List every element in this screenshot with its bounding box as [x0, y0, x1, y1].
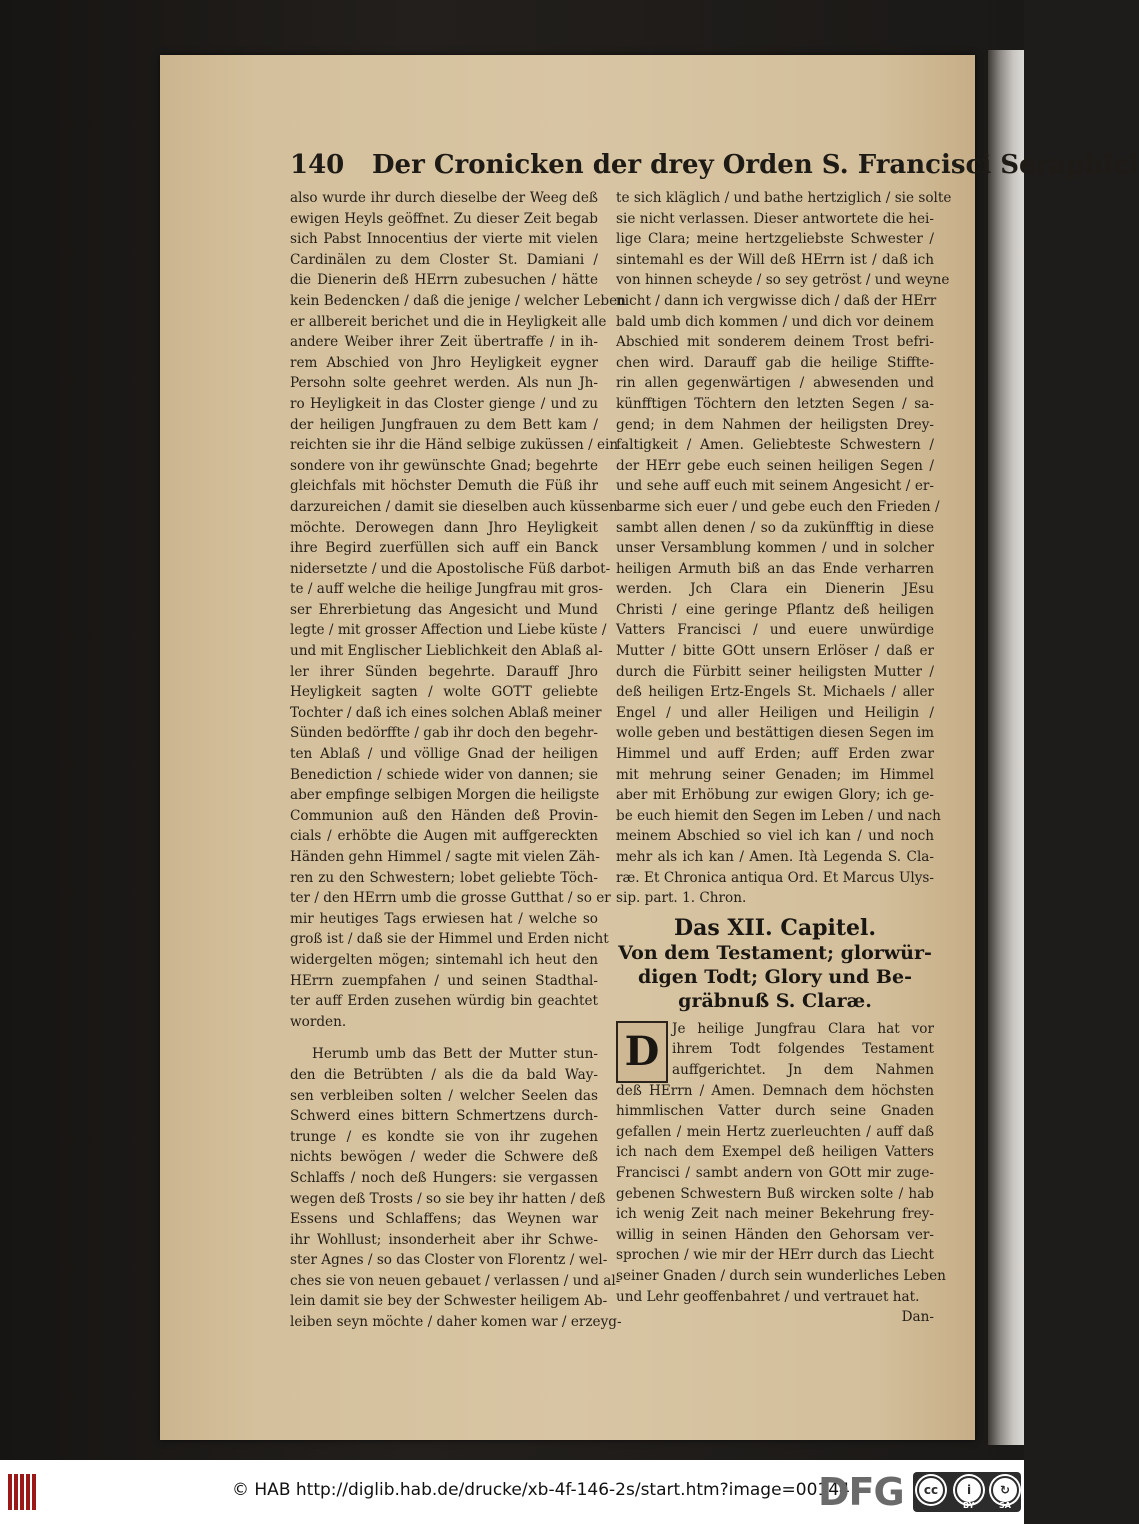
text-line: mit mehrung seiner Genaden; im Himmel — [616, 766, 934, 783]
text-line: sondere von ihr gewünschte Gnad; begehrte — [290, 457, 598, 474]
chapter-opening — [616, 1019, 934, 1081]
page-number: 140 — [290, 150, 345, 180]
text-line: rem Abschied von Jhro Heyligkeit eygner — [290, 354, 598, 371]
text-line: Tochter / daß ich eines solchen Ablaß meiner — [290, 704, 602, 721]
text-line: sintemahl es der Will deß HErrn ist / daß ich — [616, 251, 934, 268]
text-line: HErrn zuempfahen / und seinen Stadthal- — [290, 972, 598, 989]
scan-ruler-edge — [988, 50, 1024, 1445]
text-line: wolle geben und bestättigen diesen Segen im — [616, 725, 934, 742]
text-line: sambt allen denen / so da zukünfftig in diese — [616, 519, 934, 536]
text-line: Engel / und aller Heiligen und Heiligin / — [616, 704, 934, 721]
text-line: ren zu den Schwestern; lobet geliebte Töch- — [290, 869, 598, 886]
text-line: be euch hiemit den Segen im Leben / und nach — [616, 807, 941, 824]
text-line: Cardinälen zu dem Closter St. Damiani / — [290, 251, 598, 268]
text-line: deß HErrn / Amen. Demnach dem höchsten — [616, 1082, 934, 1099]
text-line: ches sie von neuen gebauet / verlassen / und al- — [290, 1272, 621, 1289]
text-line: Abschied mit sonderem deinem Trost befri- — [616, 334, 934, 351]
text-line: ter auff Erden zusehen würdig bin geachtet — [290, 993, 598, 1010]
text-line: ten Ablaß / und völlige Gnad der heiligen — [290, 746, 598, 763]
text-line: seiner Gnaden / durch sein wunderliches Leben — [616, 1267, 946, 1284]
cc-by-label: BY — [963, 1501, 975, 1510]
text-line: den die Betrübten / als die da bald Way- — [290, 1066, 598, 1083]
text-line: sie nicht verlassen. Dieser antwortete die hei- — [616, 210, 934, 227]
text-line: künfftigen Töchtern den letzten Segen / sa- — [616, 395, 934, 412]
text-line: und Lehr geoffenbahret / und vertrauet hat. — [616, 1288, 920, 1305]
text-line: Schwerd eines bittern Schmertzens durch- — [290, 1108, 598, 1125]
text-line: sprochen / wie mir der HErr durch das Liecht — [616, 1247, 934, 1264]
text-line: cials / erhöbte die Augen mit auffgereckten — [290, 828, 598, 845]
text-line: also wurde ihr durch dieselbe der Weeg deß — [290, 190, 598, 206]
text-line: die Dienerin deß HErrn zubesuchen / hätte — [290, 272, 598, 289]
right-text-column — [616, 188, 952, 1328]
text-line: Francisci / sambt andern von GOtt mir zuge- — [616, 1164, 934, 1181]
text-line: ler ihrer Sünden begehrte. Darauff Jhro — [290, 663, 598, 680]
text-line: bald umb dich kommen / und dich vor deinem — [616, 313, 934, 330]
text-line: Händen gehn Himmel / sagte mit vielen Zäh- — [290, 849, 600, 865]
running-header — [290, 150, 1139, 190]
text-line: gefallen / mein Hertz zuerleuchten / auff daß — [616, 1123, 934, 1140]
text-line: widergelten mögen; sintemahl ich heut den — [290, 951, 598, 968]
catchword: Dan- — [901, 1309, 934, 1326]
decorated-initial: D — [616, 1021, 668, 1083]
text-line: ihrem Todt folgendes Testament — [672, 1041, 934, 1058]
text-line: Himmel und auff Erden; auff Erden zwar — [616, 746, 934, 763]
text-line: gend; in dem Nahmen der heiligsten Drey- — [616, 416, 934, 433]
text-line: sich Pabst Innocentius der vierte mit vielen — [290, 231, 598, 248]
chapter-heading: Das XII. Capitel. — [673, 914, 877, 941]
by-attribution-icon: i — [955, 1476, 983, 1504]
running-title: Der Cronicken der drey Orden S. Francisci Seraphici — [372, 150, 1139, 180]
text-line: trunge / es kondte sie von ihr zugehen — [290, 1128, 598, 1145]
cc-sa-label: SA — [999, 1501, 1011, 1510]
text-line: ich nach dem Exempel deß heiligen Vatters — [616, 1144, 934, 1161]
left-text-column — [290, 188, 626, 1333]
text-line: ro Heyligkeit in das Closter gienge / und zu — [290, 395, 598, 412]
text-line: himmlischen Vatter durch seine Gnaden — [616, 1103, 934, 1120]
text-line: willig in seinen Händen den Gehorsam ver- — [616, 1226, 934, 1243]
text-line: lein damit sie bey der Schwester heiligem Ab- — [290, 1293, 608, 1310]
text-line: sip. part. 1. Chron. — [616, 890, 747, 907]
text-line: wegen deß Trosts / so sie bey ihr hatten / deß — [290, 1190, 606, 1207]
text-line: mehr als ich kan / Amen. Ità Legenda S. Cla- — [616, 849, 934, 865]
text-line: meinem Abschied so viel ich kan / und noch — [616, 828, 934, 845]
sa-sharealike-icon: ↻ — [991, 1476, 1019, 1504]
text-line: der HErr gebe euch seinen heiligen Segen / — [616, 457, 934, 474]
text-line: reichten sie ihr die Händ selbige zuküssen / ein — [290, 437, 619, 454]
text-line: Communion auß den Händen deß Provin- — [290, 807, 598, 824]
text-line: ihr Wohllust; insonderheit aber ihr Schwe- — [290, 1231, 598, 1248]
text-line: Sünden bedörffte / gab ihr doch den begehr- — [290, 725, 598, 742]
text-line: gebenen Schwestern Buß wircken solte / hab — [616, 1185, 934, 1202]
text-line: leiben seyn möchte / daher komen war / erzeyg- — [290, 1314, 622, 1331]
text-line: Vatters Francisci / und euere unwürdige — [616, 622, 934, 639]
text-line: ter / den HErrn umb die grosse Gutthat / so er — [290, 890, 611, 907]
text-line: legte / mit grosser Affection und Liebe küste / — [290, 622, 607, 639]
text-line: andere Weiber ihrer Zeit übertraffe / in ih- — [290, 334, 598, 351]
dfg-logo: DFG — [818, 1470, 904, 1514]
text-line: Persohn solte geehret werden. Als nun Jh- — [290, 375, 598, 392]
text-line: lige Clara; meine hertzgeliebste Schwester / — [616, 231, 934, 248]
text-line: worden. — [290, 1013, 347, 1030]
text-line: te / auff welche die heilige Jungfrau mit gros- — [290, 581, 604, 598]
text-line: möchte. Derowegen dann Jhro Heyligkeit — [290, 519, 598, 536]
text-line: auffgerichtet. Jn dem Nahmen — [672, 1061, 934, 1078]
cc-license-badge[interactable] — [913, 1472, 1021, 1512]
hab-logo-icon — [8, 1474, 38, 1510]
text-line: aber empfinge selbigen Morgen die heiligste — [290, 787, 600, 804]
chapter-title-line: Von dem Testament; glorwür- — [618, 941, 932, 964]
text-line: Schlaffs / noch deß Hungers: sie vergassen — [290, 1169, 598, 1186]
text-line: ster Agnes / so das Closter von Florentz / wel- — [290, 1252, 608, 1269]
text-line: rin allen gegenwärtigen / abwesenden und — [616, 375, 934, 392]
text-line: nicht / dann ich vergwisse dich / daß der HErr — [616, 292, 937, 309]
text-line: werden. Jch Clara ein Dienerin JEsu — [616, 581, 934, 598]
text-line: Essens und Schlaffens; das Weynen war — [290, 1211, 598, 1228]
text-line: Christi / eine geringe Pflantz deß heiligen — [616, 601, 934, 618]
text-line: faltigkeit / Amen. Geliebteste Schwestern / — [616, 437, 934, 454]
chapter-title-line: gräbnuß S. Claræ. — [678, 989, 872, 1012]
text-line: ich wenig Zeit nach meiner Bekehrung frey- — [616, 1206, 934, 1223]
text-line: er allbereit berichet und die in Heyligkeit alle — [290, 313, 607, 330]
text-line: von hinnen scheyde / so sey getröst / und weyne — [616, 272, 950, 289]
text-line: chen wird. Darauff gab die heilige Stiffte- — [616, 354, 934, 371]
chapter-title-line: digen Todt; Glory und Be- — [638, 965, 912, 988]
text-line: barme sich euer / und gebe euch den Frieden / — [616, 498, 940, 515]
text-line: te sich kläglich / und bathe hertziglich / sie solte — [616, 190, 952, 206]
cc-icon: cc — [917, 1476, 945, 1504]
text-line: Herumb umb das Bett der Mutter stun- — [312, 1046, 598, 1063]
text-line: mir heutiges Tags erwiesen hat / welche so — [290, 910, 598, 927]
text-line: durch die Fürbitt seiner heiligsten Mutter / — [616, 663, 934, 680]
text-line: und sehe auff euch mit seinem Angesicht / er- — [616, 478, 934, 495]
text-line: ræ. Et Chronica antiqua Ord. Et Marcus Ulys- — [616, 869, 934, 886]
text-line: der heiligen Jungfrauen zu dem Bett kam / — [290, 416, 598, 433]
book-page — [160, 55, 1139, 1440]
text-line: kein Bedencken / daß die jenige / welcher Leben — [290, 292, 626, 309]
text-line: aber mit Erhöbung zur ewigen Glory; ich ge- — [616, 787, 934, 804]
text-line: Mutter / bitte GOtt unsern Erlöser / daß er — [616, 643, 934, 660]
text-line: und mit Englischer Lieblichkeit den Ablaß al- — [290, 643, 603, 660]
text-line: nidersetzte / und die Apostolische Füß darbot- — [290, 560, 611, 577]
text-line: unser Versamblung kommen / und in solcher — [616, 540, 934, 557]
text-line: Benediction / schiede wider von dannen; sie — [290, 766, 598, 783]
text-line: Heyligkeit sagten / wolte GOTT geliebte — [290, 684, 598, 701]
text-line: sen verbleiben solten / welcher Seelen das — [290, 1087, 598, 1104]
text-line: gleichfals mit höchster Demuth die Füß ihr — [290, 478, 598, 495]
text-line: ser Ehrerbietung das Angesicht und Mund — [290, 601, 598, 618]
text-line: Je heilige Jungfrau Clara hat vor — [672, 1020, 934, 1037]
text-line: heiligen Armuth biß an das Ende verharren — [616, 560, 934, 577]
text-line: nichts bewögen / weder die Schwere deß — [290, 1149, 598, 1166]
text-line: ewigen Heyls geöffnet. Zu dieser Zeit begab — [290, 210, 598, 227]
text-line: deß heiligen Ertz-Engels St. Michaels / aller — [616, 684, 934, 701]
text-line: ihre Begird zuerfüllen sich auff ein Banck — [290, 540, 598, 557]
footer-bar — [0, 1460, 1024, 1524]
paragraph-gap — [290, 1032, 598, 1044]
footer-link[interactable]: © HAB http://diglib.hab.de/drucke/xb-4f-146-2s/start.htm?image=00144 — [232, 1480, 850, 1500]
text-line: groß ist / daß sie der Himmel und Erden nicht — [290, 931, 609, 948]
text-line: darzureichen / damit sie dieselben auch küssen — [290, 498, 618, 515]
